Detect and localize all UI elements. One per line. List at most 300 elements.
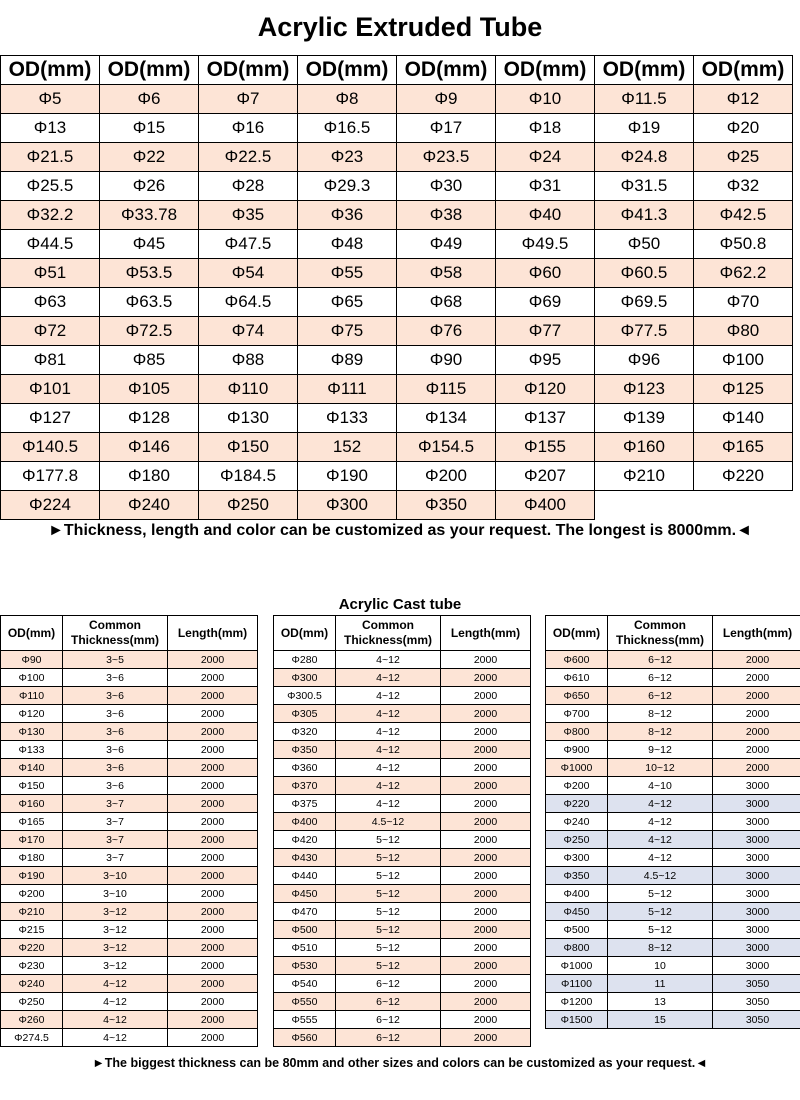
- table-row: [546, 831, 800, 849]
- cell-thickness: 5~12: [336, 957, 441, 975]
- cell-thickness: 4~12: [608, 849, 713, 867]
- cell-od: Φ900: [546, 741, 608, 759]
- table-cell-od: Φ13: [1, 114, 100, 143]
- table-row: [274, 885, 531, 903]
- header-thickness-line2: Thickness(mm): [70, 633, 160, 647]
- table-cell-od: Φ224: [1, 491, 100, 520]
- cell-thickness: 9~12: [608, 741, 713, 759]
- table-row: [1, 143, 793, 172]
- table-row: [274, 651, 531, 669]
- cell-length: 2000: [168, 795, 258, 813]
- table-cell-od: Φ350: [397, 491, 496, 520]
- table-cell-od: Φ20: [694, 114, 793, 143]
- table-row: [274, 957, 531, 975]
- cell-od: Φ800: [546, 939, 608, 957]
- cell-thickness: 6~12: [336, 993, 441, 1011]
- cell-thickness: 3~6: [63, 723, 168, 741]
- table-cell-od: Φ25: [694, 143, 793, 172]
- table-row: [1, 921, 258, 939]
- table-cell-od: Φ8: [298, 85, 397, 114]
- table-cell-od: Φ95: [496, 346, 595, 375]
- extruded-customization-note: ►Thickness, length and color can be customized as your request. The longest is 8000mm.◄: [48, 522, 752, 539]
- cell-od: Φ170: [1, 831, 63, 849]
- cell-od: Φ350: [546, 867, 608, 885]
- cell-thickness: 6~12: [336, 1011, 441, 1029]
- table-cell-od: Φ155: [496, 433, 595, 462]
- cell-od: Φ160: [1, 795, 63, 813]
- table-cell-od: Φ72: [1, 317, 100, 346]
- table-cell-od: Φ75: [298, 317, 397, 346]
- table-cell-od: Φ125: [694, 375, 793, 404]
- table-cell-od: Φ134: [397, 404, 496, 433]
- cell-od: Φ370: [274, 777, 336, 795]
- column-header-od: OD(mm): [298, 56, 397, 85]
- cell-thickness: 4~12: [336, 795, 441, 813]
- table-cell-od: Φ137: [496, 404, 595, 433]
- cell-thickness: 4~12: [336, 723, 441, 741]
- cell-length: 2000: [168, 813, 258, 831]
- cell-length: 2000: [168, 759, 258, 777]
- table-row: [274, 795, 531, 813]
- cell-length: 2000: [441, 651, 531, 669]
- cell-thickness: 4~12: [336, 669, 441, 687]
- cell-length: 2000: [168, 831, 258, 849]
- table-row: [274, 903, 531, 921]
- table-cell-od: Φ29.3: [298, 172, 397, 201]
- table-row: [546, 885, 800, 903]
- table-cell-od: Φ207: [496, 462, 595, 491]
- cell-thickness: 5~12: [608, 903, 713, 921]
- cell-length: 2000: [713, 741, 800, 759]
- cell-length: 2000: [441, 831, 531, 849]
- table-row: [1, 903, 258, 921]
- table-row: [274, 1011, 531, 1029]
- column-header-length: Length(mm): [168, 616, 258, 651]
- table-cell-od: Φ240: [100, 491, 199, 520]
- cast-tube-table: [273, 615, 531, 1047]
- cell-length: 3000: [713, 921, 800, 939]
- table-cell-od: Φ49.5: [496, 230, 595, 259]
- cell-length: 2000: [441, 795, 531, 813]
- table-cell-od: Φ77.5: [595, 317, 694, 346]
- cell-length: 2000: [713, 723, 800, 741]
- column-header-thickness: [336, 616, 441, 651]
- cell-length: 2000: [441, 813, 531, 831]
- cell-thickness: 5~12: [336, 867, 441, 885]
- cell-thickness: 5~12: [608, 885, 713, 903]
- table-cell-od: Φ76: [397, 317, 496, 346]
- table-cell-od: Φ63: [1, 288, 100, 317]
- cell-thickness: 3~7: [63, 849, 168, 867]
- column-header-length: Length(mm): [441, 616, 531, 651]
- cell-length: 2000: [168, 1029, 258, 1047]
- table-row: [1, 885, 258, 903]
- table-cell-od: Φ50: [595, 230, 694, 259]
- table-cell-od: Φ77: [496, 317, 595, 346]
- cell-od: Φ190: [1, 867, 63, 885]
- cell-od: Φ165: [1, 813, 63, 831]
- table-row: [1, 741, 258, 759]
- cell-thickness: 3~6: [63, 741, 168, 759]
- cell-od: Φ230: [1, 957, 63, 975]
- table-row: [1, 172, 793, 201]
- cell-thickness: 3~6: [63, 759, 168, 777]
- cell-length: 3050: [713, 1011, 800, 1029]
- table-row: [274, 831, 531, 849]
- cell-thickness: 13: [608, 993, 713, 1011]
- table-cell-od: Φ140.5: [1, 433, 100, 462]
- table-cell-od: Φ45: [100, 230, 199, 259]
- table-cell-od: Φ133: [298, 404, 397, 433]
- table-cell-od: Φ400: [496, 491, 595, 520]
- table-cell-od: Φ74: [199, 317, 298, 346]
- table-cell-od: Φ26: [100, 172, 199, 201]
- table-row: [1, 317, 793, 346]
- table-cell-od: Φ65: [298, 288, 397, 317]
- cell-od: Φ215: [1, 921, 63, 939]
- table-cell-od: Φ88: [199, 346, 298, 375]
- cell-thickness: 4~12: [336, 741, 441, 759]
- cell-od: Φ450: [546, 903, 608, 921]
- cell-thickness: 4~12: [608, 813, 713, 831]
- cell-od: Φ375: [274, 795, 336, 813]
- table-row: [274, 921, 531, 939]
- cell-thickness: 5~12: [336, 885, 441, 903]
- cell-length: 2000: [441, 759, 531, 777]
- cell-length: 2000: [713, 651, 800, 669]
- cell-thickness: 4~12: [336, 705, 441, 723]
- cell-od: Φ140: [1, 759, 63, 777]
- table-row: [274, 867, 531, 885]
- table-cell-od: Φ36: [298, 201, 397, 230]
- cell-od: Φ450: [274, 885, 336, 903]
- cell-length: 2000: [168, 1011, 258, 1029]
- table-cell-od: Φ60: [496, 259, 595, 288]
- cell-thickness: 4~12: [608, 831, 713, 849]
- cell-length: 2000: [441, 975, 531, 993]
- cell-od: Φ440: [274, 867, 336, 885]
- cell-od: Φ360: [274, 759, 336, 777]
- table-row: [1, 259, 793, 288]
- cell-thickness: 3~6: [63, 777, 168, 795]
- cell-od: Φ540: [274, 975, 336, 993]
- table-cell-od: Φ60.5: [595, 259, 694, 288]
- table-cell-od: Φ90: [397, 346, 496, 375]
- table-cell-od: Φ130: [199, 404, 298, 433]
- cell-od: Φ280: [274, 651, 336, 669]
- table-row: [546, 813, 800, 831]
- header-thickness-line2: Thickness(mm): [615, 633, 705, 647]
- cell-length: 2000: [168, 687, 258, 705]
- cell-length: 3000: [713, 777, 800, 795]
- table-cell-od: Φ21.5: [1, 143, 100, 172]
- cell-length: 2000: [441, 705, 531, 723]
- table-row: [1, 288, 793, 317]
- cell-od: Φ400: [546, 885, 608, 903]
- cell-od: Φ420: [274, 831, 336, 849]
- column-header-od: OD(mm): [496, 56, 595, 85]
- table-cell-od: Φ81: [1, 346, 100, 375]
- table-cell-od: [595, 491, 694, 520]
- cell-length: 2000: [168, 903, 258, 921]
- table-cell-od: Φ23.5: [397, 143, 496, 172]
- cell-length: 3000: [713, 813, 800, 831]
- table-cell-od: Φ70: [694, 288, 793, 317]
- header-thickness-line1: Common: [634, 618, 686, 632]
- cell-length: 3000: [713, 957, 800, 975]
- table-cell-od: Φ50.8: [694, 230, 793, 259]
- table-cell-od: Φ300: [298, 491, 397, 520]
- table-cell-od: Φ150: [199, 433, 298, 462]
- cell-length: 3000: [713, 795, 800, 813]
- table-row: [546, 1011, 800, 1029]
- table-header-row: [1, 56, 793, 85]
- cell-thickness: 15: [608, 1011, 713, 1029]
- table-row: [546, 867, 800, 885]
- table-row: [274, 705, 531, 723]
- cell-od: Φ220: [546, 795, 608, 813]
- table-row: [1, 939, 258, 957]
- cast-tube-table: [545, 615, 800, 1029]
- cell-thickness: 4~10: [608, 777, 713, 795]
- cell-thickness: 5~12: [336, 939, 441, 957]
- table-cell-od: Φ54: [199, 259, 298, 288]
- table-cell-od: Φ154.5: [397, 433, 496, 462]
- table-row: [546, 975, 800, 993]
- table-cell-od: Φ111: [298, 375, 397, 404]
- cell-thickness: 4~12: [336, 759, 441, 777]
- cell-length: 3000: [713, 903, 800, 921]
- cell-length: 2000: [441, 849, 531, 867]
- column-header-od: OD(mm): [199, 56, 298, 85]
- cell-length: 3050: [713, 975, 800, 993]
- table-cell-od: Φ18: [496, 114, 595, 143]
- cell-length: 2000: [168, 975, 258, 993]
- cell-length: 2000: [441, 867, 531, 885]
- table-cell-od: Φ58: [397, 259, 496, 288]
- table-cell-od: Φ55: [298, 259, 397, 288]
- table-cell-od: Φ12: [694, 85, 793, 114]
- cell-od: Φ200: [1, 885, 63, 903]
- cell-thickness: 4~12: [336, 687, 441, 705]
- table-cell-od: Φ62.2: [694, 259, 793, 288]
- cell-thickness: 11: [608, 975, 713, 993]
- cell-length: 2000: [168, 651, 258, 669]
- table-cell-od: Φ40: [496, 201, 595, 230]
- table-row: [274, 849, 531, 867]
- column-header-od: OD(mm): [100, 56, 199, 85]
- column-header-od: OD(mm): [595, 56, 694, 85]
- table-cell-od: Φ250: [199, 491, 298, 520]
- cell-od: Φ240: [1, 975, 63, 993]
- cell-thickness: 4.5~12: [608, 867, 713, 885]
- table-row: [1, 723, 258, 741]
- cell-length: 2000: [441, 1011, 531, 1029]
- cell-thickness: 4~12: [336, 651, 441, 669]
- table-row: [1, 759, 258, 777]
- table-cell-od: Φ24.8: [595, 143, 694, 172]
- cell-length: 3000: [713, 885, 800, 903]
- table-cell-od: Φ165: [694, 433, 793, 462]
- table-cell-od: Φ35: [199, 201, 298, 230]
- cell-length: 2000: [441, 993, 531, 1011]
- table-row: [1, 813, 258, 831]
- table-row: [274, 1029, 531, 1047]
- cell-thickness: 3~12: [63, 939, 168, 957]
- table-row: [1, 993, 258, 1011]
- column-header-od: OD(mm): [1, 56, 100, 85]
- cell-od: Φ610: [546, 669, 608, 687]
- table-cell-od: 152: [298, 433, 397, 462]
- cell-thickness: 8~12: [608, 939, 713, 957]
- cell-length: 3000: [713, 939, 800, 957]
- cell-thickness: 8~12: [608, 705, 713, 723]
- table-row: [546, 921, 800, 939]
- cell-od: Φ180: [1, 849, 63, 867]
- table-cell-od: Φ15: [100, 114, 199, 143]
- cell-od: Φ220: [1, 939, 63, 957]
- cell-od: Φ133: [1, 741, 63, 759]
- table-row: [1, 375, 793, 404]
- table-cell-od: Φ101: [1, 375, 100, 404]
- table-cell-od: Φ115: [397, 375, 496, 404]
- cell-thickness: 3~6: [63, 705, 168, 723]
- table-row: [1, 777, 258, 795]
- cell-length: 2000: [713, 687, 800, 705]
- header-thickness-line2: Thickness(mm): [343, 633, 433, 647]
- table-row: [1, 705, 258, 723]
- cell-od: Φ510: [274, 939, 336, 957]
- table-cell-od: Φ32: [694, 172, 793, 201]
- cell-length: 2000: [168, 705, 258, 723]
- table-cell-od: Φ42.5: [694, 201, 793, 230]
- cell-thickness: 3~10: [63, 867, 168, 885]
- table-cell-od: Φ180: [100, 462, 199, 491]
- cell-od: Φ530: [274, 957, 336, 975]
- table-cell-od: Φ146: [100, 433, 199, 462]
- table-cell-od: Φ22.5: [199, 143, 298, 172]
- table-cell-od: Φ32.2: [1, 201, 100, 230]
- cell-od: Φ1200: [546, 993, 608, 1011]
- cell-thickness: 6~12: [608, 687, 713, 705]
- cell-od: Φ130: [1, 723, 63, 741]
- table-cell-od: Φ48: [298, 230, 397, 259]
- cell-length: 2000: [441, 903, 531, 921]
- cell-length: 2000: [713, 669, 800, 687]
- cell-thickness: 6~12: [608, 651, 713, 669]
- header-thickness-line1: Common: [362, 618, 414, 632]
- cell-length: 2000: [168, 849, 258, 867]
- table-row: [274, 993, 531, 1011]
- cell-od: Φ800: [546, 723, 608, 741]
- table-cell-od: Φ31: [496, 172, 595, 201]
- cell-od: Φ1500: [546, 1011, 608, 1029]
- table-row: [546, 795, 800, 813]
- table-cell-od: Φ68: [397, 288, 496, 317]
- cell-length: 2000: [168, 957, 258, 975]
- cell-od: Φ350: [274, 741, 336, 759]
- cell-od: Φ200: [546, 777, 608, 795]
- table-row: [1, 85, 793, 114]
- table-row: [274, 687, 531, 705]
- table-cell-od: Φ190: [298, 462, 397, 491]
- table-cell-od: Φ139: [595, 404, 694, 433]
- cell-length: 2000: [168, 777, 258, 795]
- table-cell-od: Φ7: [199, 85, 298, 114]
- table-row: [546, 993, 800, 1011]
- table-cell-od: Φ110: [199, 375, 298, 404]
- cell-thickness: 5~12: [336, 831, 441, 849]
- column-header-length: Length(mm): [713, 616, 800, 651]
- table-cell-od: Φ200: [397, 462, 496, 491]
- cell-length: 2000: [168, 669, 258, 687]
- cell-thickness: 3~12: [63, 957, 168, 975]
- cell-thickness: 6~12: [336, 1029, 441, 1047]
- cell-thickness: 4~12: [336, 777, 441, 795]
- table-row: [274, 813, 531, 831]
- table-cell-od: Φ44.5: [1, 230, 100, 259]
- cell-od: Φ430: [274, 849, 336, 867]
- table-cell-od: Φ10: [496, 85, 595, 114]
- table-row: [1, 849, 258, 867]
- table-row: [1, 651, 258, 669]
- table-cell-od: Φ123: [595, 375, 694, 404]
- cell-length: 2000: [441, 921, 531, 939]
- table-cell-od: Φ105: [100, 375, 199, 404]
- cell-od: Φ210: [1, 903, 63, 921]
- cell-od: Φ300.5: [274, 687, 336, 705]
- cell-od: Φ500: [274, 921, 336, 939]
- table-row: [1, 957, 258, 975]
- cell-thickness: 5~12: [336, 903, 441, 921]
- cell-length: 2000: [168, 741, 258, 759]
- cast-tube-table: [0, 615, 258, 1047]
- table-cell-od: Φ41.3: [595, 201, 694, 230]
- cell-thickness: 6~12: [336, 975, 441, 993]
- cell-od: Φ550: [274, 993, 336, 1011]
- table-row: [274, 723, 531, 741]
- table-cell-od: Φ16.5: [298, 114, 397, 143]
- column-header-od: OD(mm): [1, 616, 63, 651]
- cell-thickness: 3~6: [63, 687, 168, 705]
- cell-thickness: 3~7: [63, 795, 168, 813]
- table-cell-od: Φ25.5: [1, 172, 100, 201]
- cell-thickness: 4~12: [63, 993, 168, 1011]
- cell-length: 2000: [441, 741, 531, 759]
- cell-od: Φ150: [1, 777, 63, 795]
- table-row: [546, 777, 800, 795]
- table-row: [1, 201, 793, 230]
- cell-length: 2000: [441, 669, 531, 687]
- table-cell-od: Φ16: [199, 114, 298, 143]
- table-cell-od: Φ53.5: [100, 259, 199, 288]
- column-header-thickness: [63, 616, 168, 651]
- table-row: [1, 1011, 258, 1029]
- cell-od: Φ260: [1, 1011, 63, 1029]
- table-row: [1, 1029, 258, 1047]
- table-row: [1, 975, 258, 993]
- cell-od: Φ274.5: [1, 1029, 63, 1047]
- cell-length: 2000: [441, 687, 531, 705]
- cell-thickness: 4~12: [63, 975, 168, 993]
- table-row: [1, 462, 793, 491]
- table-cell-od: Φ19: [595, 114, 694, 143]
- cell-od: Φ320: [274, 723, 336, 741]
- table-cell-od: Φ72.5: [100, 317, 199, 346]
- cell-thickness: 6~12: [608, 669, 713, 687]
- cell-thickness: 4~12: [608, 795, 713, 813]
- cell-thickness: 5~12: [336, 849, 441, 867]
